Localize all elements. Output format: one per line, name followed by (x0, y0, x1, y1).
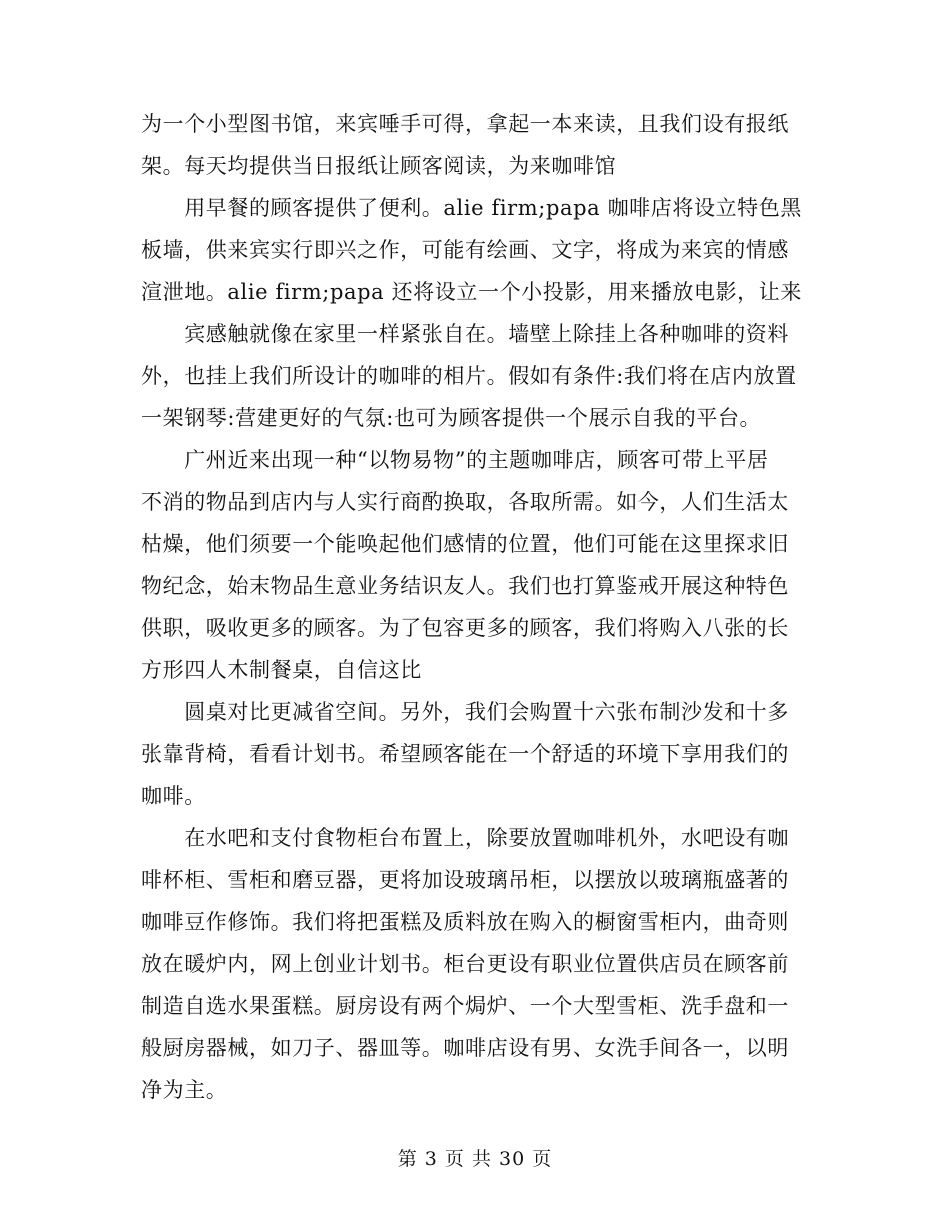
body-text-line: 一架钢琴:营建更好的气氛:也可为顾客提供一个展示自我的平台。 (141, 406, 762, 430)
body-text-line: 广州近来出现一种“以物易物”的主题咖啡店，顾客可带上平居 (141, 448, 769, 472)
body-text-line: 方形四人木制餐桌，自信这比 (141, 658, 422, 682)
body-text-line: 用早餐的顾客提供了便利。alie firm;papa 咖啡店将设立特色黑 (141, 196, 802, 220)
body-text-line: 外，也挂上我们所设计的咖啡的相片。假如有条件:我们将在店内放置 (141, 364, 797, 388)
body-text-line: 般厨房器械，如刀子、器皿等。咖啡店设有男、女洗手间各一，以明 (141, 1036, 789, 1060)
page-number-footer: 第 3 页 共 30 页 (397, 1148, 553, 1170)
body-text-line: 啡杯柜、雪柜和磨豆器，更将加设玻璃吊柜，以摆放以玻璃瓶盛著的 (141, 868, 789, 892)
body-text-line: 张靠背椅，看看计划书。希望顾客能在一个舒适的环境下享用我们的 (141, 742, 789, 766)
body-text-line: 渲泄地。alie firm;papa 还将设立一个小投影，用来播放电影，让来 (141, 280, 802, 304)
body-text-line: 圆桌对比更减省空间。另外，我们会购置十六张布制沙发和十多 (141, 700, 789, 724)
body-text-line: 净为主。 (141, 1078, 228, 1102)
body-text-line: 物纪念，始末物品生意业务结识友人。我们也打算鉴戒开展这种特色 (141, 574, 789, 598)
body-text-line: 咖啡。 (141, 784, 206, 808)
body-text-line: 不消的物品到店内与人实行商酌换取，各取所需。如今，人们生活太 (141, 490, 789, 514)
body-text-line: 制造自选水果蛋糕。厨房设有两个焗炉、一个大型雪柜、洗手盘和一 (141, 994, 789, 1018)
body-text-line: 宾感触就像在家里一样紧张自在。墙壁上除挂上各种咖啡的资料 (141, 322, 789, 346)
body-text-line: 在水吧和支付食物柜台布置上，除要放置咖啡机外，水吧设有咖 (141, 826, 789, 850)
body-text-line: 为一个小型图书馆，来宾唾手可得，拿起一本来读，且我们设有报纸 (141, 112, 789, 136)
body-text-line: 供职，吸收更多的顾客。为了包容更多的顾客，我们将购入八张的长 (141, 616, 789, 640)
body-text-line: 架。每天均提供当日报纸让顾客阅读，为来咖啡馆 (141, 154, 617, 178)
body-text-line: 板墙，供来宾实行即兴之作，可能有绘画、文字，将成为来宾的情感 (141, 238, 789, 262)
body-text-line: 枯燥，他们须要一个能唤起他们感情的位置，他们可能在这里探求旧 (141, 532, 789, 556)
body-text-line: 放在暖炉内，网上创业计划书。柜台更设有职业位置供店员在顾客前 (141, 952, 789, 976)
body-text-line: 咖啡豆作修饰。我们将把蛋糕及质料放在购入的橱窗雪柜内，曲奇则 (141, 910, 789, 934)
